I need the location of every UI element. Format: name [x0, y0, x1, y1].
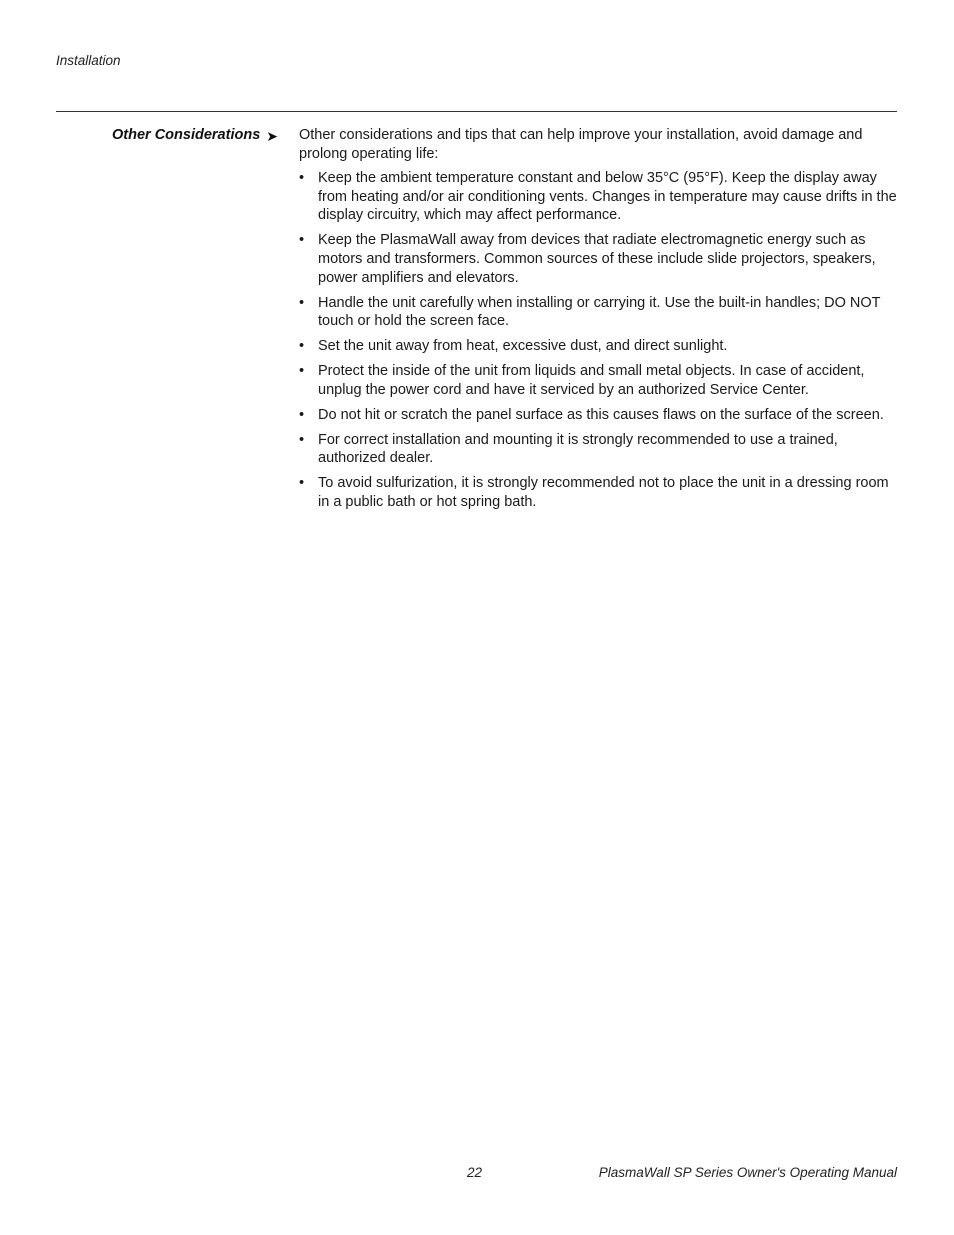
list-item-text: Keep the PlasmaWall away from devices that radiate electromagnetic energy such as motors and transformers. Common sources of these include slide projectors, speakers, power amplifiers and elevators. — [318, 232, 876, 286]
section-body — [299, 126, 897, 518]
section-title: Other Considerations — [112, 127, 261, 143]
list-item — [299, 231, 897, 287]
list-item-text: Handle the unit carefully when installing or carrying it. Use the built-in handles; DO NOT touch or hold the screen face. — [318, 294, 881, 330]
list-item-text: Keep the ambient temperature constant and below 35°C (95°F). Keep the display away from heating and/or air conditioning vents. Changes in temperature may cause drifts in the display circuitry, which may affect performance. — [318, 170, 897, 224]
list-item-text: To avoid sulfurization, it is strongly recommended not to place the unit in a dressing room in a public bath or hot spring bath. — [318, 475, 889, 510]
list-item — [299, 362, 897, 399]
bullet-icon: • — [299, 431, 305, 448]
intro-paragraph: Other considerations and tips that can help improve your installation, avoid damage and prolong operating life: — [299, 127, 863, 162]
list-item — [299, 294, 897, 331]
bullet-icon: • — [299, 406, 305, 423]
header-rule — [56, 111, 897, 112]
list-item-text: For correct installation and mounting it is strongly recommended to use a trained, authorized dealer. — [318, 431, 838, 467]
bullet-icon: • — [299, 338, 305, 355]
arrow-right-icon: ➤ — [266, 128, 278, 144]
list-item — [299, 474, 897, 511]
list-item — [299, 169, 897, 225]
running-head: Installation — [56, 53, 121, 68]
list-item — [299, 406, 897, 425]
bullet-icon: • — [299, 363, 305, 380]
bullet-icon: • — [299, 170, 305, 187]
bullet-icon: • — [299, 232, 305, 249]
list-item-text: Protect the inside of the unit from liquids and small metal objects. In case of accident, unplug the power cord and have it serviced by an authorized Service Center. — [318, 363, 865, 398]
list-item — [299, 431, 897, 468]
bullet-icon: • — [299, 294, 305, 311]
page-number: 22 — [467, 1165, 483, 1180]
list-item — [299, 337, 897, 356]
list-item-text: Set the unit away from heat, excessive dust, and direct sunlight. — [318, 338, 728, 355]
list-item-text: Do not hit or scratch the panel surface as this causes flaws on the surface of the screen. — [318, 406, 884, 423]
section-heading — [56, 126, 278, 143]
bullet-icon: • — [299, 475, 305, 492]
considerations-list — [299, 169, 897, 511]
manual-title: PlasmaWall SP Series Owner's Operating Manual — [598, 1165, 897, 1180]
